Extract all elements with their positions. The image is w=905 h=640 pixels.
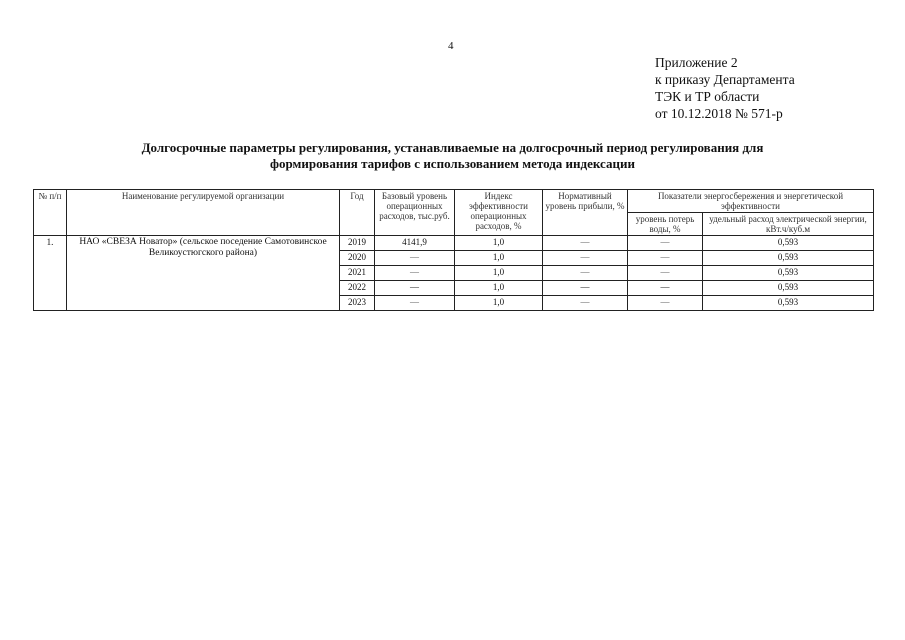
profit-cell: — — [543, 296, 628, 311]
water-loss-cell: — — [628, 281, 703, 296]
title-line: формирования тарифов с использованием метода индексации — [270, 156, 635, 171]
index-cell: 1,0 — [455, 251, 543, 266]
header-energy-consumption: удельный расход электрической энергии, кВт.ч/куб.м — [703, 213, 874, 236]
index-cell: 1,0 — [455, 281, 543, 296]
consumption-cell: 0,593 — [703, 236, 874, 251]
water-loss-cell: — — [628, 266, 703, 281]
base-level-cell: — — [375, 296, 455, 311]
header-year: Год — [340, 190, 375, 236]
base-level-cell: — — [375, 281, 455, 296]
year-cell: 2021 — [340, 266, 375, 281]
appendix-block — [655, 54, 795, 122]
header-profit-level: Нормативный уровень прибыли, % — [543, 190, 628, 236]
header-efficiency-index: Индекс эффективности операционных расходов, % — [455, 190, 543, 236]
index-cell: 1,0 — [455, 236, 543, 251]
header-org: Наименование регулируемой организации — [67, 190, 340, 236]
header-energy-group: Показатели энергосбережения и энергетической эффективности — [628, 190, 874, 213]
consumption-cell: 0,593 — [703, 266, 874, 281]
base-level-cell: — — [375, 266, 455, 281]
profit-cell: — — [543, 251, 628, 266]
header-num: № п/п — [34, 190, 67, 236]
parameters-table — [33, 189, 874, 311]
consumption-cell: 0,593 — [703, 296, 874, 311]
page-number: 4 — [448, 40, 454, 52]
header-water-loss: уровень потерь воды, % — [628, 213, 703, 236]
title-line: Долгосрочные параметры регулирования, устанавливаемые на долгосрочный период регулирования для — [141, 140, 764, 155]
year-cell: 2019 — [340, 236, 375, 251]
water-loss-cell: — — [628, 251, 703, 266]
header-base-level: Базовый уровень операционных расходов, тыс.руб. — [375, 190, 455, 236]
year-cell: 2020 — [340, 251, 375, 266]
appendix-line: Приложение 2 — [655, 55, 738, 70]
document-title — [40, 140, 865, 172]
consumption-cell: 0,593 — [703, 251, 874, 266]
base-level-cell: — — [375, 251, 455, 266]
profit-cell: — — [543, 236, 628, 251]
consumption-cell: 0,593 — [703, 281, 874, 296]
water-loss-cell: — — [628, 236, 703, 251]
appendix-line: к приказу Департамента — [655, 72, 795, 87]
appendix-line: ТЭК и ТР области — [655, 89, 760, 104]
index-cell: 1,0 — [455, 296, 543, 311]
organization-name: НАО «СВЕЗА Новатор» (сельское поседение Самотовинское Великоустюгского района) — [67, 236, 340, 311]
water-loss-cell: — — [628, 296, 703, 311]
year-cell: 2023 — [340, 296, 375, 311]
profit-cell: — — [543, 281, 628, 296]
table-row — [34, 236, 874, 251]
appendix-line: от 10.12.2018 № 571-р — [655, 106, 783, 121]
year-cell: 2022 — [340, 281, 375, 296]
base-level-cell: 4141,9 — [375, 236, 455, 251]
row-number: 1. — [34, 236, 67, 311]
profit-cell: — — [543, 266, 628, 281]
index-cell: 1,0 — [455, 266, 543, 281]
